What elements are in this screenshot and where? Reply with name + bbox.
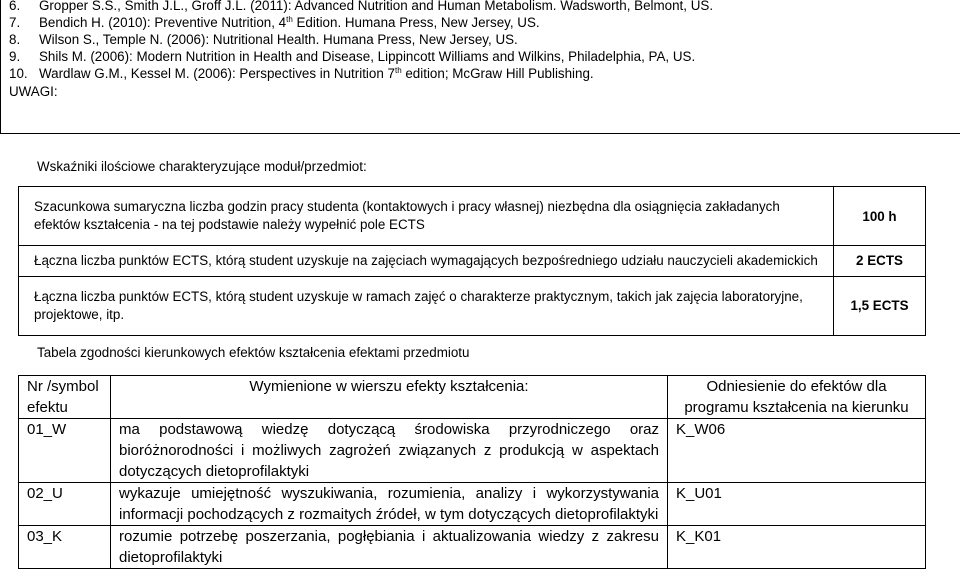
ects-value: 2 ECTS: [834, 246, 926, 276]
reference-text: Wilson S., Temple N. (2006): Nutritional Health. Humana Press, New Jersey, US.: [39, 32, 518, 47]
ects-description: Szacunkowa sumaryczna liczba godzin pracy studenta (kontaktowych i pracy własnej) niezbędna dla osiągnięcia zakładanych efektów kształcenia - na tej podstawie należy wypełnić pole ECTS: [19, 187, 834, 246]
effect-reference: K_U01: [668, 483, 926, 526]
reference-item: [9, 14, 540, 31]
effect-description: wykazuje umiejętność wyszukiwania, rozumienia, analizy i wykorzystywania informacji pochodzących z rozmaitych źródeł, w tym dotyczących dietoprofilaktyki: [111, 483, 668, 526]
notes-label: UWAGI:: [9, 84, 58, 99]
effects-table: [18, 375, 926, 569]
reference-text: Shils M. (2006): Modern Nutrition in Health and Disease, Lippincott Williams and Wilkins, Philadelphia, PA, US.: [39, 49, 696, 64]
ects-section-title: Wskaźniki ilościowe charakteryzujące moduł/przedmiot:: [37, 159, 367, 174]
reference-text: Edition. Humana Press, New Jersey, US.: [292, 15, 540, 30]
ects-value: 100 h: [834, 187, 926, 246]
reference-superscript: th: [394, 66, 402, 75]
reference-text: Gropper S.S., Smith J.L., Groff J.L. (2011): Advanced Nutrition and Human Metabolism. Wadsworth, Belmont, US.: [39, 0, 714, 13]
reference-number: 6.: [9, 0, 21, 13]
reference-number: 7.: [9, 15, 21, 30]
reference-item: [9, 31, 518, 48]
effects-row: [19, 483, 926, 526]
header-symbol: Nr /symbol efektu: [19, 376, 111, 419]
ects-value: 1,5 ECTS: [834, 276, 926, 335]
reference-item: [9, 48, 695, 65]
ects-description: Łączna liczba punktów ECTS, którą student uzyskuje w ramach zajęć o charakterze praktycznym, takich jak zajęcia laboratoryjne, projektowe, itp.: [19, 276, 834, 335]
reference-text: Bendich H. (2010): Preventive Nutrition, 4: [39, 15, 287, 30]
reference-number: 10.: [9, 66, 28, 81]
effect-reference: K_K01: [668, 526, 926, 569]
effects-row: [19, 526, 926, 569]
reference-text: edition; McGraw Hill Publishing.: [401, 66, 594, 81]
ects-table: [18, 186, 926, 336]
effect-symbol: 03_K: [19, 526, 111, 569]
ects-row: [19, 246, 926, 276]
reference-number: 9.: [9, 49, 21, 64]
effects-row: [19, 419, 926, 483]
reference-item: [9, 65, 594, 82]
reference-item: [9, 0, 713, 14]
header-reference: Odniesienie do efektów dla programu kształcenia na kierunku: [668, 376, 926, 419]
effects-header-row: [19, 376, 926, 419]
effect-symbol: 01_W: [19, 419, 111, 483]
reference-text: Wardlaw G.M., Kessel M. (2006): Perspectives in Nutrition 7: [39, 66, 395, 81]
effect-description: ma podstawową wiedzę dotyczącą środowiska przyrodniczego oraz bioróżnorodności i możliwych zagrożeń związanych z produkcją w aspektach dotyczących dietoprofilaktyki: [111, 419, 668, 483]
reference-superscript: th: [286, 15, 293, 24]
effect-symbol: 02_U: [19, 483, 111, 526]
references-box: [0, 0, 960, 134]
effect-reference: K_W06: [668, 419, 926, 483]
ects-row: [19, 187, 926, 246]
header-effect: Wymienione w wierszu efekty kształcenia:: [111, 376, 668, 419]
ects-row: [19, 276, 926, 335]
effect-description: rozumie potrzebę poszerzania, pogłębiania i aktualizowania wiedzy z zakresu dietoprofilaktyki: [111, 526, 668, 569]
reference-number: 8.: [9, 32, 21, 47]
ects-description: Łączna liczba punktów ECTS, którą student uzyskuje na zajęciach wymagających bezpośredniego udziału nauczycieli akademickich: [19, 246, 834, 276]
effects-table-title: Tabela zgodności kierunkowych efektów kształcenia efektami przedmiotu: [37, 345, 470, 360]
